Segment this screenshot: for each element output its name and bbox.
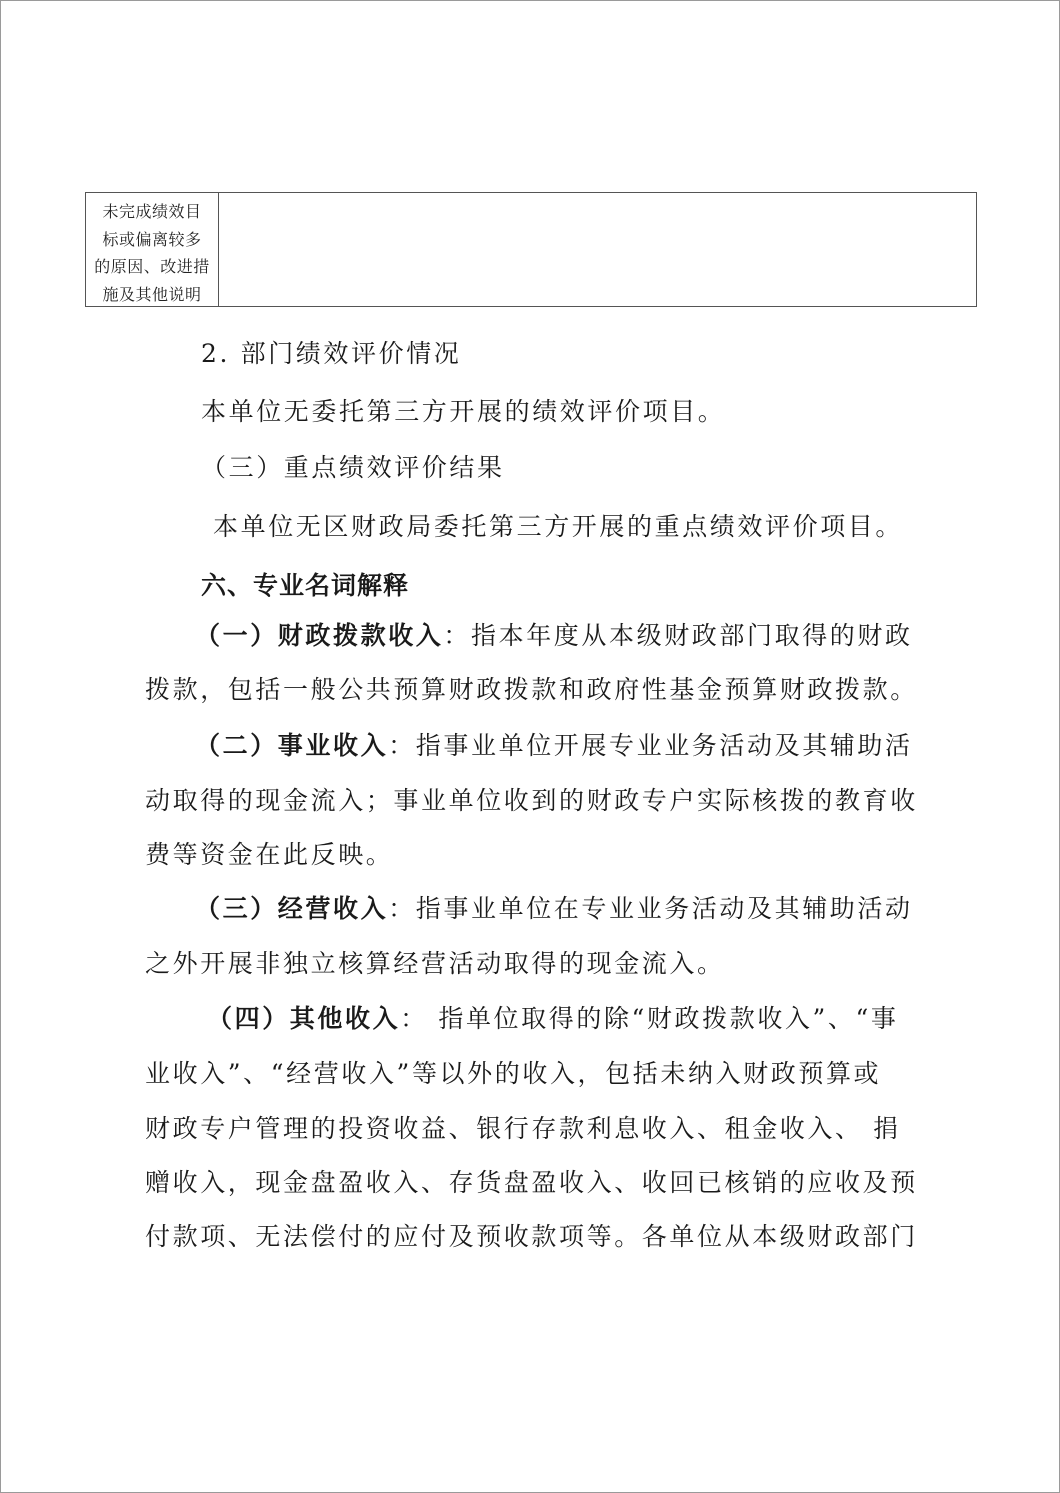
table-label-line: 未完成绩效目 <box>102 202 202 221</box>
chapter-heading: 六、专业名词解释 <box>201 571 410 600</box>
term-line <box>195 889 913 925</box>
paragraph-line: 赠收入，现金盘盈收入、存货盘盈收入、收回已核销的应收及预 <box>145 1168 918 1197</box>
paragraph-line: 财政专户管理的投资收益、银行存款利息收入、租金收入、 捐 <box>145 1114 901 1143</box>
term-title: （三）经营收入 <box>195 894 389 923</box>
table-content-cell <box>219 193 976 306</box>
term-title: （一）财政拨款收入 <box>195 621 444 650</box>
section-heading: （三）重点绩效评价结果 <box>201 453 505 482</box>
table-label-line: 的原因、改进措 <box>94 257 210 276</box>
term-line <box>195 726 913 762</box>
term-definition: ：指本年度从本级财政部门取得的财政 <box>443 621 913 650</box>
paragraph-line: 之外开展非独立核算经营活动取得的现金流入。 <box>145 949 725 978</box>
term-definition: ：指事业单位开展专业业务活动及其辅助活 <box>388 731 913 760</box>
performance-table <box>85 192 977 307</box>
paragraph-line: 费等资金在此反映。 <box>145 840 394 869</box>
term-line <box>195 616 913 652</box>
paragraph-line: 2. 部门绩效评价情况 <box>201 339 462 368</box>
table-label-line: 标或偏离较多 <box>102 229 202 249</box>
paragraph-line: 付款项、无法偿付的应付及预收款项等。各单位从本级财政部门 <box>145 1222 918 1251</box>
paragraph-line: 本单位无区财政局委托第三方开展的重点绩效评价项目。 <box>213 512 904 541</box>
term-title: （四）其他收入 <box>207 1004 401 1033</box>
term-definition: ： 指单位取得的除“财政拨款收入”、“事 <box>400 1004 899 1033</box>
term-line <box>207 999 899 1035</box>
paragraph-line: 动取得的现金流入；事业单位收到的财政专户实际核拨的教育收 <box>145 786 918 815</box>
term-definition: ：指事业单位在专业业务活动及其辅助活动 <box>388 894 913 923</box>
paragraph-line: 业收入”、“经营收入”等以外的收入，包括未纳入财政预算或 <box>145 1059 882 1088</box>
table-label-line: 施及其他说明 <box>102 284 202 304</box>
paragraph-line: 拨款，包括一般公共预算财政拨款和政府性基金预算财政拨款。 <box>145 675 918 704</box>
paragraph-line: 本单位无委托第三方开展的绩效评价项目。 <box>201 397 726 426</box>
term-title: （二）事业收入 <box>195 731 389 760</box>
table-label-cell <box>86 193 219 306</box>
